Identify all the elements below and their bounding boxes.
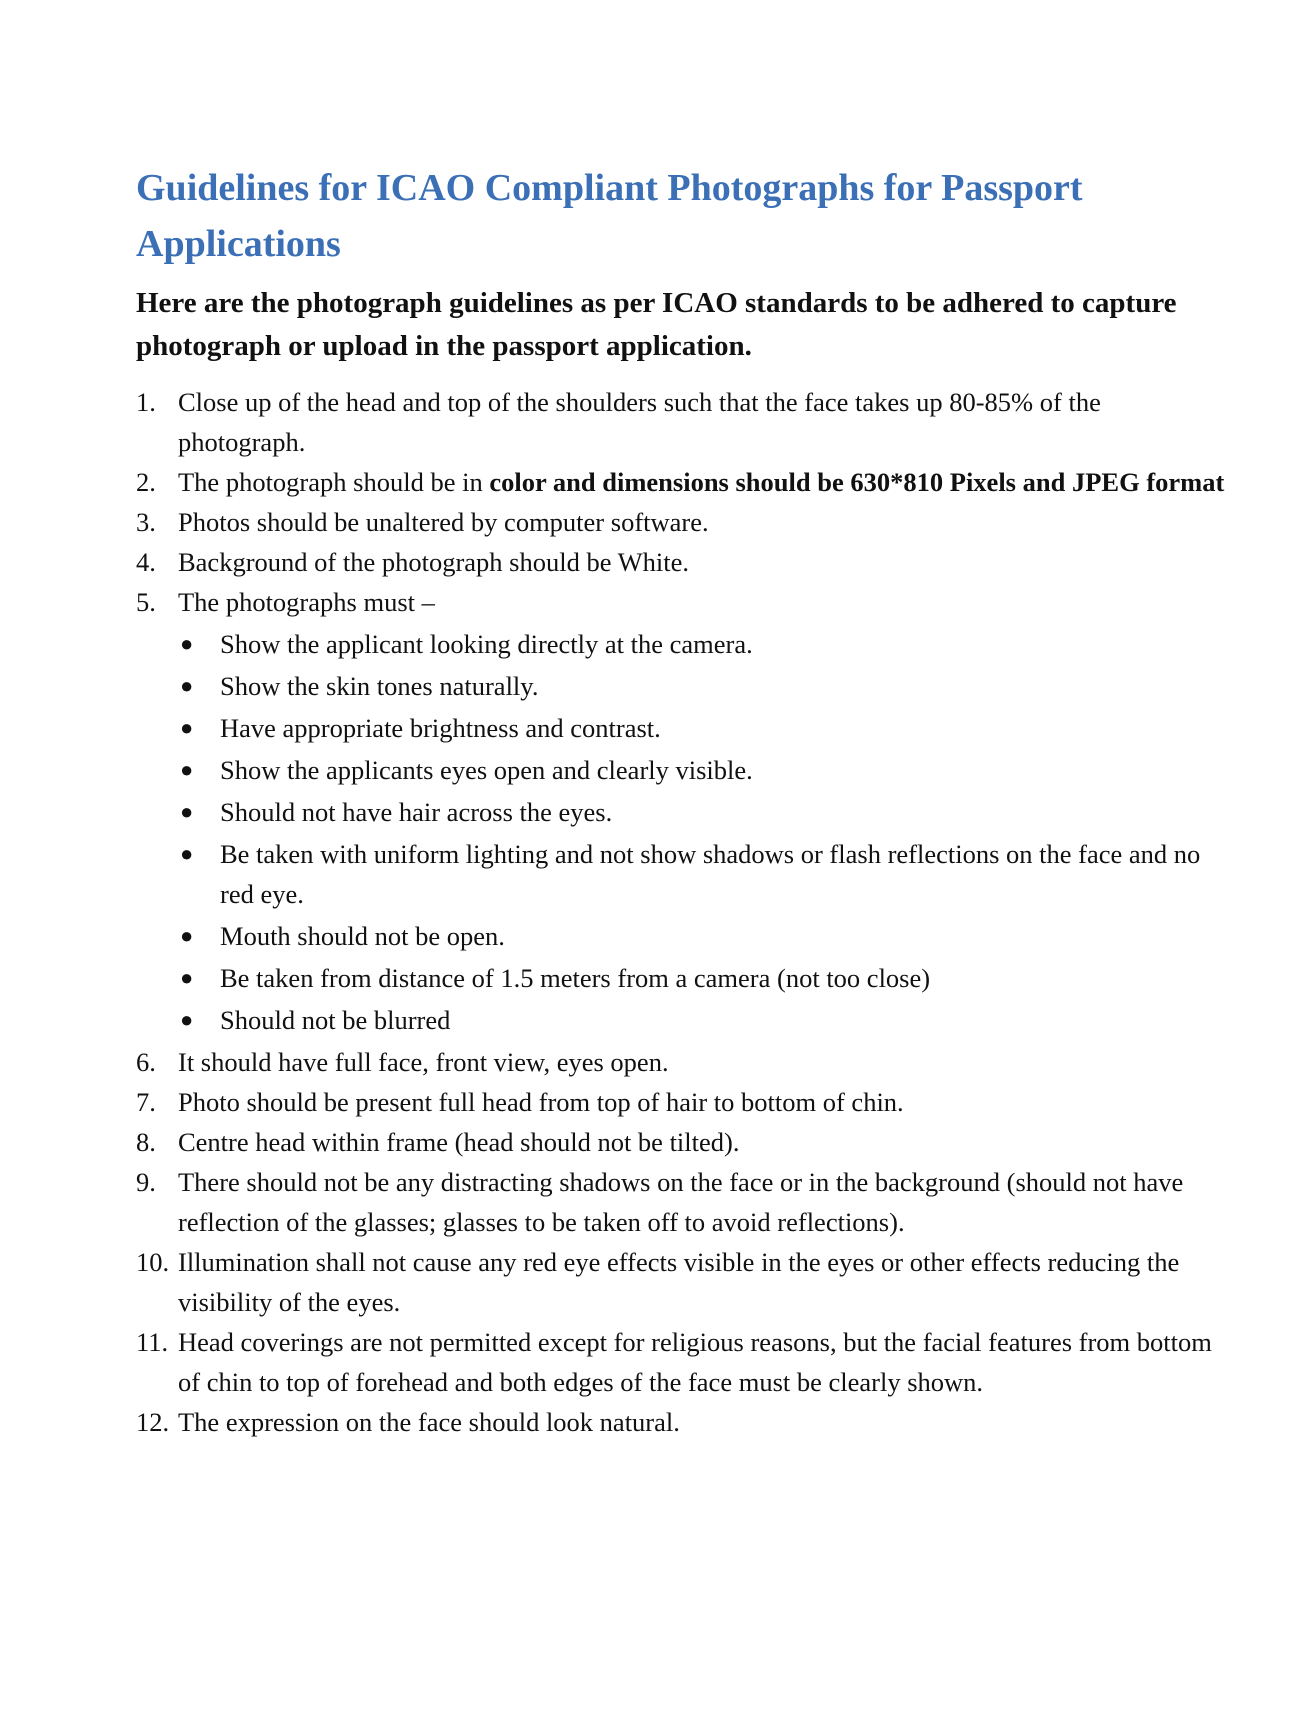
item-text: The photograph should be in [178, 467, 490, 497]
document-page [136, 160, 1226, 1442]
sub-list-item [178, 666, 1226, 706]
document-title: Guidelines for ICAO Compliant Photographs for Passport Applications [136, 167, 1083, 265]
bullet-icon: ● [180, 757, 194, 782]
list-item [136, 1162, 1226, 1242]
item-text: There should not be any distracting shadows on the face or in the background (should not have reflection of the glasses; glasses to be taken off to avoid reflections). [178, 1167, 1184, 1237]
document-intro: Here are the photograph guidelines as per ICAO standards to be adhered to capture photograph or upload in the passport application. [136, 287, 1177, 362]
bullet-icon: ● [180, 799, 194, 824]
sub-list-item [178, 750, 1226, 790]
guidelines-list [136, 382, 1226, 1442]
item-number: 6. [136, 1047, 156, 1077]
bullet-icon: ● [180, 1007, 194, 1032]
list-item [136, 1242, 1226, 1322]
sub-item-text: Should not be blurred [220, 1005, 451, 1035]
sub-item-text: Have appropriate brightness and contrast. [220, 713, 661, 743]
list-item [136, 1122, 1226, 1162]
sub-item-text: Show the skin tones naturally. [220, 671, 539, 701]
sub-list-item [178, 916, 1226, 956]
item-number: 10. [136, 1247, 170, 1277]
sub-list-item [178, 792, 1226, 832]
list-item [136, 582, 1226, 1040]
sub-list [178, 624, 1226, 1040]
bullet-icon: ● [180, 965, 194, 990]
item-number: 4. [136, 547, 156, 577]
bullet-icon: ● [180, 923, 194, 948]
item-number: 2. [136, 467, 156, 497]
item-number: 5. [136, 587, 156, 617]
list-item [136, 1322, 1226, 1402]
sub-list-item [178, 624, 1226, 664]
item-text: Centre head within frame (head should not be tilted). [178, 1127, 740, 1157]
list-item [136, 1042, 1226, 1082]
sub-item-text: Be taken with uniform lighting and not show shadows or flash reflections on the face and no red eye. [220, 839, 1201, 909]
bullet-icon: ● [180, 673, 194, 698]
bullet-icon: ● [180, 631, 194, 656]
item-number: 9. [136, 1167, 156, 1197]
item-text: Background of the photograph should be White. [178, 547, 690, 577]
item-text: Photos should be unaltered by computer software. [178, 507, 709, 537]
item-text: The expression on the face should look natural. [178, 1407, 680, 1437]
sub-item-text: Show the applicant looking directly at the camera. [220, 629, 753, 659]
list-item [136, 462, 1226, 502]
list-item [136, 1082, 1226, 1122]
item-text: It should have full face, front view, eyes open. [178, 1047, 669, 1077]
item-number: 12. [136, 1407, 170, 1437]
sub-list-item [178, 958, 1226, 998]
sub-item-text: Be taken from distance of 1.5 meters from a camera (not too close) [220, 963, 931, 993]
list-item [136, 1402, 1226, 1442]
bullet-icon: ● [180, 841, 194, 866]
sub-item-text: Should not have hair across the eyes. [220, 797, 613, 827]
item-number: 8. [136, 1127, 156, 1157]
item-number: 7. [136, 1087, 156, 1117]
sub-item-text: Show the applicants eyes open and clearly visible. [220, 755, 753, 785]
item-text: Photo should be present full head from top of hair to bottom of chin. [178, 1087, 904, 1117]
item-text: Close up of the head and top of the shoulders such that the face takes up 80-85% of the photograph. [178, 387, 1101, 457]
sub-item-text: Mouth should not be open. [220, 921, 505, 951]
item-number: 1. [136, 387, 156, 417]
list-item [136, 542, 1226, 582]
item-number: 11. [136, 1327, 169, 1357]
item-text: The photographs must – [178, 587, 435, 617]
item-text-bold: color and dimensions should be 630*810 Pixels and JPEG format [489, 467, 1225, 497]
item-number: 3. [136, 507, 156, 537]
sub-list-item [178, 834, 1226, 914]
list-item [136, 502, 1226, 542]
list-item [136, 382, 1226, 462]
bullet-icon: ● [180, 715, 194, 740]
item-text: Head coverings are not permitted except for religious reasons, but the facial features from bottom of chin to top of forehead and both edges of the face must be clearly shown. [178, 1327, 1212, 1397]
item-text: Illumination shall not cause any red eye effects visible in the eyes or other effects reducing the visibility of the eyes. [178, 1247, 1180, 1317]
sub-list-item [178, 1000, 1226, 1040]
sub-list-item [178, 708, 1226, 748]
